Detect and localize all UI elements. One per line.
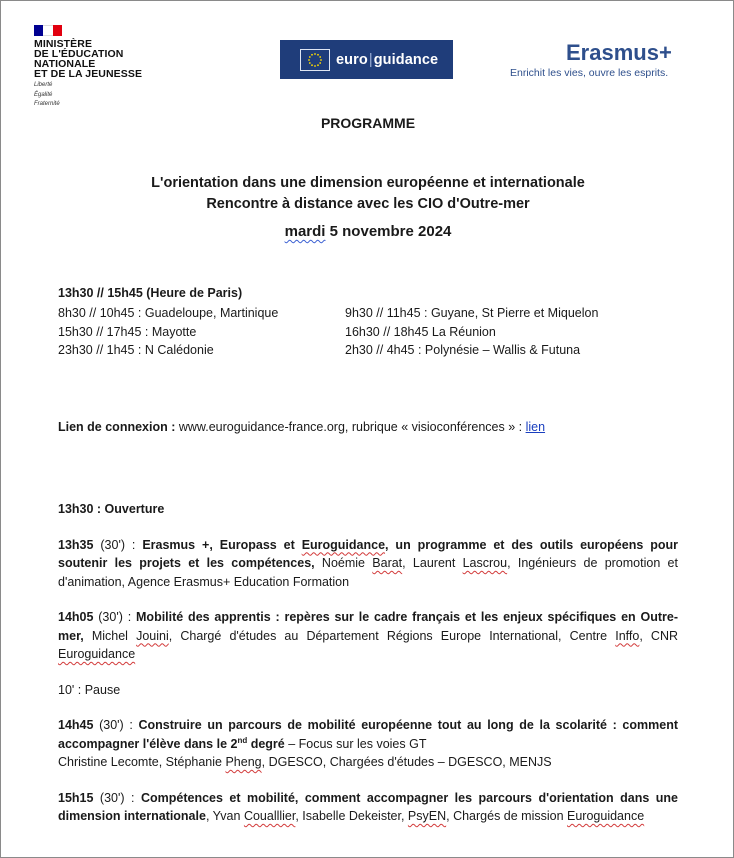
title-line-2: Rencontre à distance avec les CIO d'Outre-mer [206,196,530,212]
ministry-logo [34,25,142,108]
connection-label: Lien de connexion : [58,420,176,434]
agenda-speakers: , Yvan [205,809,244,823]
connection-link[interactable]: lien [525,420,546,434]
agenda-duration: (30') : [93,718,139,732]
timezone-entry: 15h30 // 17h45 : Mayotte [58,324,197,339]
agenda-speakers: Euroguidance [58,647,136,661]
agenda-duration: (30') : [93,537,143,552]
erasmus-wordmark: Erasmus+ [566,40,672,65]
ministry-name-line: ET DE LA JEUNESSE [34,68,143,80]
agenda-speakers: PsyEN [407,809,447,823]
title-line-1: L'orientation dans une dimension européenne et internationale [151,175,585,191]
agenda-speakers: , Isabelle Dekeister, [295,809,408,823]
agenda-speakers: Noémie [314,556,373,570]
agenda-opening-text: 13h30 : Ouverture [58,502,165,516]
agenda-time: 14h05 [58,610,94,624]
agenda-speakers: Lascrou [462,556,508,570]
agenda-topic: degré [247,736,285,751]
agenda-duration: (30') : [93,610,137,624]
agenda-topic: Mobilité des apprentis : repères sur le cadre français et les enjeux spécifiques en Outre-mer, [58,610,678,643]
programme-heading: PROGRAMME [320,115,416,131]
agenda-item [58,536,678,592]
ministry-name-line: NATIONALE [34,58,96,70]
event-title [1,173,734,215]
ministry-name-line: MINISTÈRE [34,38,93,50]
agenda-time: 15h15 [58,790,94,805]
agenda-speakers: Jouini [136,628,169,643]
agenda [58,500,678,826]
timezone-entry: 16h30 // 18h45 La Réunion [345,324,496,339]
agenda-opening [58,500,678,519]
agenda-speakers: Christine Lecomte, Stéphanie [58,755,226,769]
agenda-item [58,789,678,826]
ministry-name-line: DE L'ÉDUCATION [34,48,124,60]
erasmus-tagline: Enrichit les vies, ouvre les esprits. [510,67,669,79]
agenda-speakers: , Chargés de mission [446,809,568,823]
agenda-speakers: Pheng [225,755,262,769]
date-rest: 5 novembre 2024 [325,223,452,240]
motto-line: Fraternité [34,101,60,107]
euroguidance-logo [280,40,453,79]
eu-flag-icon [300,49,330,71]
motto-line: Égalité [34,91,53,98]
agenda-focus: – Focus sur les voies GT [284,736,427,751]
agenda-superscript: nd [237,735,248,745]
agenda-speakers: Barat [372,556,403,570]
timezone-entry: 9h30 // 11h45 : Guyane, St Pierre et Miquelon [345,306,599,320]
agenda-speakers: Michel [83,628,137,643]
timezone-entry: 2h30 // 4h45 : Polynésie – Wallis & Futuna [345,343,581,357]
motto-line: Liberté [34,82,53,88]
timezone-entry: 23h30 // 1h45 : N Calédonie [58,343,214,357]
agenda-speakers: Euroguidance [567,809,645,823]
agenda-time: 14h45 [58,718,94,732]
date-weekday: mardi [284,223,326,240]
french-flag-icon [34,25,62,36]
agenda-topic: , un programme et des outils européens pour soutenir les projets et les compétences, [58,537,678,570]
timezone-grid [58,304,678,360]
agenda-item [58,608,678,664]
agenda-speakers: , CNR [639,628,679,643]
timezone-entry: 8h30 // 10h45 : Guadeloupe, Martinique [58,306,279,320]
agenda-time: 13h35 [58,537,94,552]
agenda-speakers: , DGESCO, Chargées d'études – DGESCO, MENJS [261,755,552,769]
agenda-topic: Euroguidance [301,537,386,552]
agenda-speakers: Inffo [615,628,640,643]
agenda-speakers: , Chargé d'études au Département Régions Europe International, Centre [168,628,616,643]
agenda-topic: Construire un parcours de mobilité européenne tout au long de la scolarité : comment accompagner l'élève dans le 2 [58,718,678,751]
agenda-duration: (30') : [93,790,141,805]
paris-time-heading: 13h30 // 15h45 (Heure de Paris) [58,286,243,300]
agenda-topic: Erasmus +, Europass et [142,537,302,552]
erasmus-logo [510,41,680,80]
euroguidance-wordmark-right: guidance [373,51,439,68]
connection-text: www.euroguidance-france.org, rubrique « visioconférences » : [175,420,526,434]
agenda-speakers: Coualllier [243,809,296,823]
agenda-item [58,716,678,772]
agenda-speakers: , Ingénieurs de promotion et d'animation, Agence Erasmus+ Education Formation [58,556,678,589]
agenda-pause: 10' : Pause [58,682,121,697]
agenda-topic: Compétences et mobilité, comment accompagner les parcours d'orientation dans une dimension internationale [58,790,678,823]
agenda-speakers: , Laurent [402,556,463,570]
euroguidance-wordmark: euro|guidance [336,51,439,68]
euroguidance-wordmark-left: euro [336,51,368,68]
connection-line [58,420,545,434]
event-date [1,223,734,240]
